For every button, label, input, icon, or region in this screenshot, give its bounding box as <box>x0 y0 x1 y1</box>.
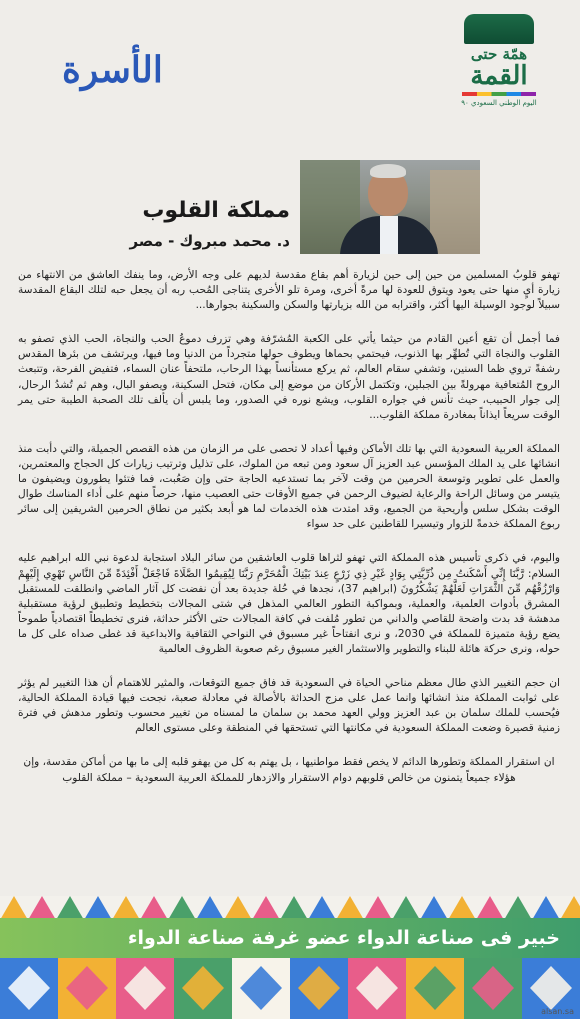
banner-caption: خبير فى صناعة الدواء عضو غرفة صناعة الدواء <box>127 927 560 949</box>
national-day-logo <box>456 14 542 124</box>
paragraph: ان استقرار المملكة وتطورها الدائم لا يخص فقط مواطنيها ، بل يهتم به كل من يهفو قلبه إلى ما بها من أماكن مقدسة، وإن هؤلاء جميعاً يتمنون من خالص قلوبهم دوام الاستقرار والازدهار للمملكة العربية السعودية – مملكة القلوب <box>23 756 555 784</box>
header <box>0 0 580 130</box>
watermark: alsan.sa <box>541 1007 574 1016</box>
color-stripe <box>462 92 536 96</box>
people-silhouette-icon <box>464 14 534 44</box>
paragraph: المملكة العربية السعودية التي بها تلك الأماكن وفيها أعداد لا تحصى على مر الزمان من هذه القصص الجميلة، والتي دأبت منذ انشائها على يد الملك المؤسس عبد العزيز آل سعود ومن تبعه من الملوك، على تذليل وترتيب زيارات كل الحجاج والمعتمرين، والعمل على تطوير وتوسعة الحرمين من وقت لآخر بما تستدعيه الحاجة حتى وإن صَعُبت، فما فتئوا يطورون ويضيفون ما يتيسر من وسائل الراحة والرعاية لضيوف الرحمن في جميع الأوقات حتى العصيب منها، حرصاً منهم على أداء المناسك طوال الوقت بشكل سلس وأريحية من الجميع، وقد امتدت هذه الخدمات لما هو أبعد بكثير من نطاق الحرمين الشريفين إلى سائر ربوع المملكة خدمةً للزوار وتيسيرا للقاطنين على حد سواء <box>18 442 560 531</box>
article-body <box>18 268 560 805</box>
publication-logo-text: الأسرة <box>62 49 163 91</box>
publication-logo <box>58 48 163 92</box>
article-title: مملكة القلوب <box>142 198 290 223</box>
paragraph: تهفو قلوبُ المسلمين من حين إلى حين لزيارة أهم بقاع مقدسة لديهم على وجه الأرض، وما ينفك العاشق من الانتهاء من زيارة أيٍ منها حتى يعود ويتوق للعودة لها مرةً أخرى، ومرة تلو الأخرى يتناجى المُحب ربه أن يجعل حبه لتلك البقاع المقدسة سبيلاً لوجود الوسيلة اليها أكثر، واقترابه من الله بزيارتها والسكن والسكينة بجوارها... <box>18 269 560 312</box>
national-day-logo-line3: اليوم الوطني السعودي ٩٠ <box>461 98 537 107</box>
paragraph: واليوم، في ذكرى تأسيس هذه المملكة التي تهفو لثراها قلوب العاشقين من سائر البلاد استجابة لدعوة نبي الله ابراهيم عليه السلام: رَّبَّنَا إِنِّي أَسْكَنتُ مِن ذُرِّيَّتِي بِوَادٍ غَيْرِ ذِي زَرْعٍ عِندَ بَيْتِكَ الْمُحَرَّمِ رَبَّنَا لِيُقِيمُوا الصَّلَاةَ فَاجْعَلْ أَفْئِدَةً مِّنَ النَّاسِ تَهْوِي إِلَيْهِمْ وَارْزُقْهُم مِّنَ الثَّمَرَاتِ لَعَلَّهُمْ يَشْكُرُونَ (ابراهيم 37)، نجدها في حُلة جديدة بعد أن نفضت كل آثار الماضي وانطلقت للمستقبل المشرق بأدوات العلمية، والعملية، وبمواكبة التطور العالمي المذهل في شتى المجالات بتخطيط وتطبيق لرؤية مستقبلية مدهشة قد بدت واضحة للقاصي والداني من تطور مُلفت في كافة المجالات حتى الأكثر حداثة، فنرى تخطيطاً اقتصادياً طموحاً يضع رؤية متميزة للمملكة في 2030، و نرى انفتاحاً غير مسبوق في النواحي الثقافية والابداعية قد غطى صداه على كل ما حوله، ونرى حركة هائلة للبناء والتطوير والاستثمار الغير مسبوق رغم صعوبة الظروف العالمية <box>18 552 560 655</box>
paragraph: ان حجم التغيير الذي طال معظم مناحي الحياة في السعودية قد فاق جميع التوقعات، والمثير للاهتمام أن هذا التغيير لم يؤثر على ثوابت المملكة منذ انشائها وانما عمل على مزج الحداثة بالأصالة في معادلة صعبة، نجحت فيها قيادة المملكة الحالية، فيُحسب للملك سلمان بن عبد العزيز وولي العهد محمد بن سلمان ما لمسناه من تغيير محسوب وتطور مدهش في فترة زمنية قصيرة وضعت المملكة السعودية في مكانتها التي تستحقها في المنطقة وعلى مستوى العالم <box>18 677 560 735</box>
national-day-logo-line1: همّة حتى <box>470 45 528 63</box>
national-day-logo-line2: القمة <box>470 60 528 91</box>
author-photo <box>300 160 480 254</box>
footer-banner <box>0 896 580 1019</box>
decorative-pattern-top <box>0 896 580 920</box>
paragraph: فما أجمل أن تقع أعين القادم من حيثما يأتي على الكعبة المُشرّفة وهي تزرف دموعُ الحب والنجاة، الحب الذي تصفو به القلوب والنجاة التي تُطهِّر بها الذنوب، فيحتمي بحماها ويطوف حولها متجرداً من الدنيا وما فيها، ويرتشف من بئرها المقدس رشفةً تروي ظما السنين، وتشفي سقام العالم، ثم يركع مستأنساً بهذا الرحاب، ملتحفاً عنان السماء، فتفيض الفرحة، وتتبعث الروح المُتعافية مهرولةً بين الجبلين، وتكتمل الأركان من موضع إلى مكان، فتحل السكينة، ويصفو البال، وهم ثم تُشدُ الرحال، إلى جوار الحبيب، حيث تأنس في جواره القلوب، ويشع نوره في الصدور، وما يلبس أن يألف تلك الصحبة الطيبة حتى يمر الوقت سريعاً ايذاناً بمغادرة مملكة القلوب... <box>18 333 560 421</box>
decorative-pattern-bottom <box>0 958 580 1019</box>
title-block <box>90 198 290 250</box>
article-author: د. محمد مبروك - مصر <box>129 232 290 251</box>
